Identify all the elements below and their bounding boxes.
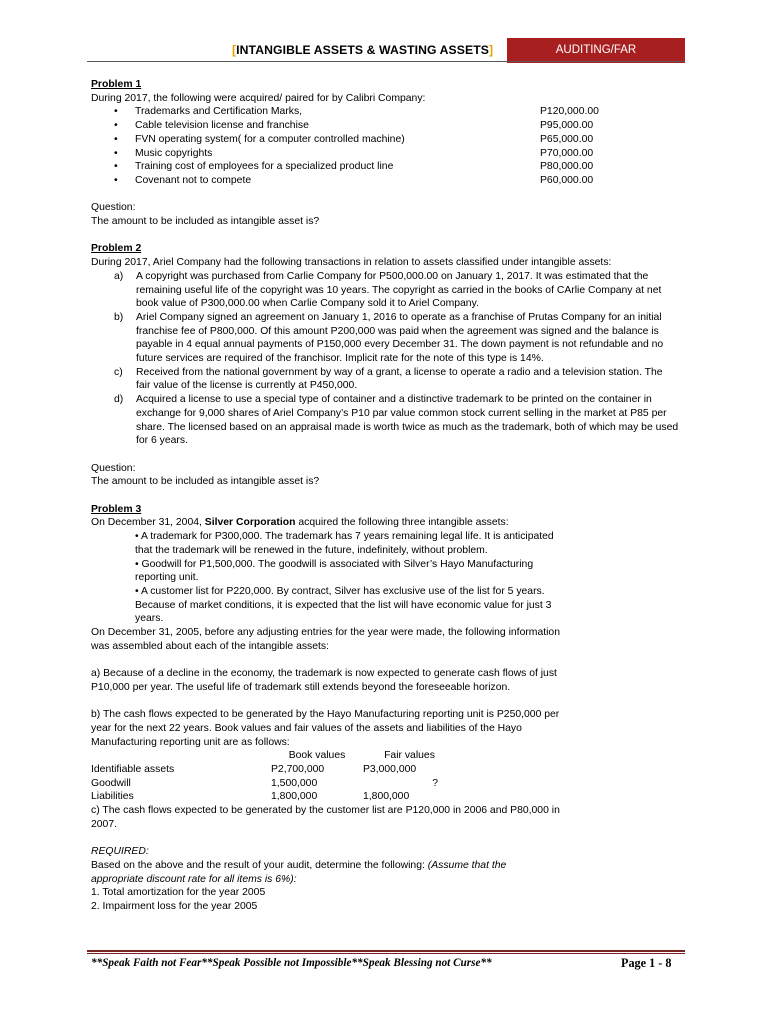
item-amount: P80,000.00 — [540, 161, 594, 173]
item-label: Training cost of employees for a specialized product line — [135, 161, 394, 173]
problem2-question: The amount to be included as intangible asset is? — [91, 476, 320, 488]
footer-divider-thin — [87, 953, 685, 954]
bullet-icon: • — [114, 106, 118, 118]
problem3-para-b: b) The cash flows expected to be generated by the Hayo Manufacturing reporting unit is P250,000 per year for the next 22 years. Book values and fair values of the assets and liabilities of the Hayo Manufacturing reporting unit are as follows: — [91, 709, 560, 748]
problem3-para1: On December 31, 2005, before any adjusting entries for the year were made, the following information was assembled about each of the intangible assets: — [91, 627, 560, 652]
required-instruction: Based on the above and the result of your audit, determine the following: — [91, 859, 428, 871]
problem3-para-c: c) The cash flows expected to be generated by the customer list are P120,000 in 2006 and P80,000 in 2007. — [91, 805, 560, 830]
table-header-cell — [91, 749, 271, 763]
footer-divider — [87, 950, 685, 952]
header-divider — [87, 61, 685, 62]
item-amount: P70,000.00 — [540, 147, 594, 159]
item-marker: c) — [114, 366, 123, 378]
list-item — [91, 366, 687, 393]
problem1-heading: Problem 1 — [91, 79, 142, 90]
problem3-company: Silver Corporation — [204, 517, 296, 529]
item-amount: P120,000.00 — [540, 106, 599, 118]
task-item: 2. Impairment loss for the year 2005 — [91, 901, 258, 913]
item-text: Acquired a license to use a special type of container and a distinctive trademark to be printed on the container in exchange for 9,000 shares of Ariel Company’s P10 par value common stock current selling in the market at P85 per share. The licensed based on an appraisal made is worth twice as much as the trademark, both of which may be used for 6 years. — [136, 394, 679, 447]
footer-motto: **Speak Faith not Fear**Speak Possible not Impossible**Speak Blessing not Curse** — [91, 957, 492, 969]
header-title — [232, 43, 493, 57]
problem2-intro: During 2017, Ariel Company had the following transactions in relation to assets classified under intangible assets: — [91, 257, 612, 269]
item-marker: a) — [114, 270, 124, 282]
list-item — [91, 393, 687, 448]
table-header-cell: Fair values — [384, 750, 435, 762]
problem3-intro-after: acquired the following three intangible assets: — [295, 517, 509, 529]
list-item — [91, 174, 687, 188]
task-item: 1. Total amortization for the year 2005 — [91, 887, 266, 899]
item-text: A copyright was purchased from Carlie Company for P500,000.00 on January 1, 2017. It was estimated that the remaining useful life of the copyright was 10 years. The copyright as carried in the books of CArlie Company at net book value of P300,000.00 when Carlie Company sold it to Ariel Company. — [136, 270, 662, 310]
table-cell: ? — [432, 777, 438, 789]
problem2-heading: Problem 2 — [91, 243, 142, 255]
table-cell: Goodwill — [91, 777, 131, 789]
table-header-cell: Book values — [288, 750, 346, 762]
item-amount: P65,000.00 — [540, 133, 594, 145]
required-label: REQUIRED: — [91, 846, 149, 858]
problem1-question: The amount to be included as intangible asset is? — [91, 216, 320, 228]
bullet-icon: • — [114, 147, 118, 159]
item-marker: b) — [114, 311, 124, 323]
problem3-bullet: • Goodwill for P1,500,000. The goodwill is associated with Silver’s Hayo Manufacturing reporting unit. — [135, 558, 534, 584]
header-bracket-left: [ — [232, 43, 237, 57]
item-label: Covenant not to compete — [135, 174, 252, 186]
table-cell: 1,800,000 — [363, 791, 410, 803]
table-cell: P2,700,000 — [271, 764, 325, 776]
document-body — [91, 78, 687, 914]
problem3-intro-before: On December 31, 2004, — [91, 517, 205, 529]
header-subject-tab: AUDITING/FAR — [507, 38, 685, 63]
problem3-section — [91, 503, 569, 914]
required-note: (Assume that the appropriate discount rate for all items is 6%): — [91, 859, 507, 885]
table-cell: 1,800,000 — [271, 791, 318, 803]
list-item — [91, 160, 687, 174]
required-text — [91, 859, 561, 886]
item-amount: P95,000.00 — [540, 120, 594, 132]
item-label: Music copyrights — [135, 147, 213, 159]
list-item — [91, 105, 687, 119]
problem3-bullet: • A customer list for P220,000. By contract, Silver has exclusive use of the list for 5 years. Because of market conditions, it is expected that the list will have economic value for just 3 years. — [135, 585, 552, 625]
problem3-bullet: • A trademark for P300,000. The trademark has 7 years remaining legal life. It is anticipated that the trademark will be renewed in the future, indefinitely, without problem. — [135, 531, 554, 556]
values-table — [91, 749, 461, 804]
bullet-icon: • — [114, 161, 118, 173]
item-marker: d) — [114, 394, 124, 406]
list-item — [91, 119, 687, 133]
problem3-para-a: a) Because of a decline in the economy, the trademark is now expected to generate cash flows of just P10,000 per year. The useful life of trademark still extends beyond the foreseeable horizon. — [91, 668, 557, 693]
bullet-icon: • — [114, 133, 118, 145]
list-item — [91, 270, 687, 311]
bullet-icon: • — [114, 174, 118, 186]
problem2-question-label: Question: — [91, 462, 136, 474]
table-cell: Liabilities — [91, 791, 134, 803]
item-label: FVN operating system( for a computer controlled machine) — [135, 133, 405, 145]
list-item — [91, 311, 687, 366]
item-text: Received from the national government by way of a grant, a license to operate a radio and a television station. The fair value of the license is currently at P450,000. — [136, 366, 663, 392]
list-item — [91, 147, 687, 161]
list-item — [91, 133, 687, 147]
table-cell: P3,000,000 — [363, 764, 417, 776]
problem3-heading: Problem 3 — [91, 503, 142, 515]
page-number: Page 1 - 8 — [621, 956, 672, 970]
table-cell: Identifiable assets — [91, 764, 175, 776]
item-text: Ariel Company signed an agreement on January 1, 2016 to operate as a franchise of Prutas Company for an initial franchise fee of P800,000. Of this amount P200,000 was paid when the agreement was signed and the balance is payable in 4 equal annual payments of P150,000 every December 31. The down payment is not refundable and no future services are required of the franchisor. Implicit rate for the note of this type is 14%. — [136, 311, 664, 365]
header-title-text: INTANGIBLE ASSETS & WASTING ASSETS — [236, 43, 489, 57]
header-bracket-right: ] — [488, 43, 494, 57]
problem1-intro: During 2017, the following were acquired/ paired for by Calibri Company: — [91, 92, 426, 104]
item-label: Trademarks and Certification Marks, — [135, 106, 303, 118]
item-label: Cable television license and franchise — [135, 120, 309, 132]
problem3-intro — [91, 516, 569, 530]
table-cell: 1,500,000 — [271, 777, 318, 789]
problem1-question-label: Question: — [91, 202, 136, 214]
bullet-icon: • — [114, 120, 118, 132]
item-amount: P60,000.00 — [540, 174, 594, 186]
